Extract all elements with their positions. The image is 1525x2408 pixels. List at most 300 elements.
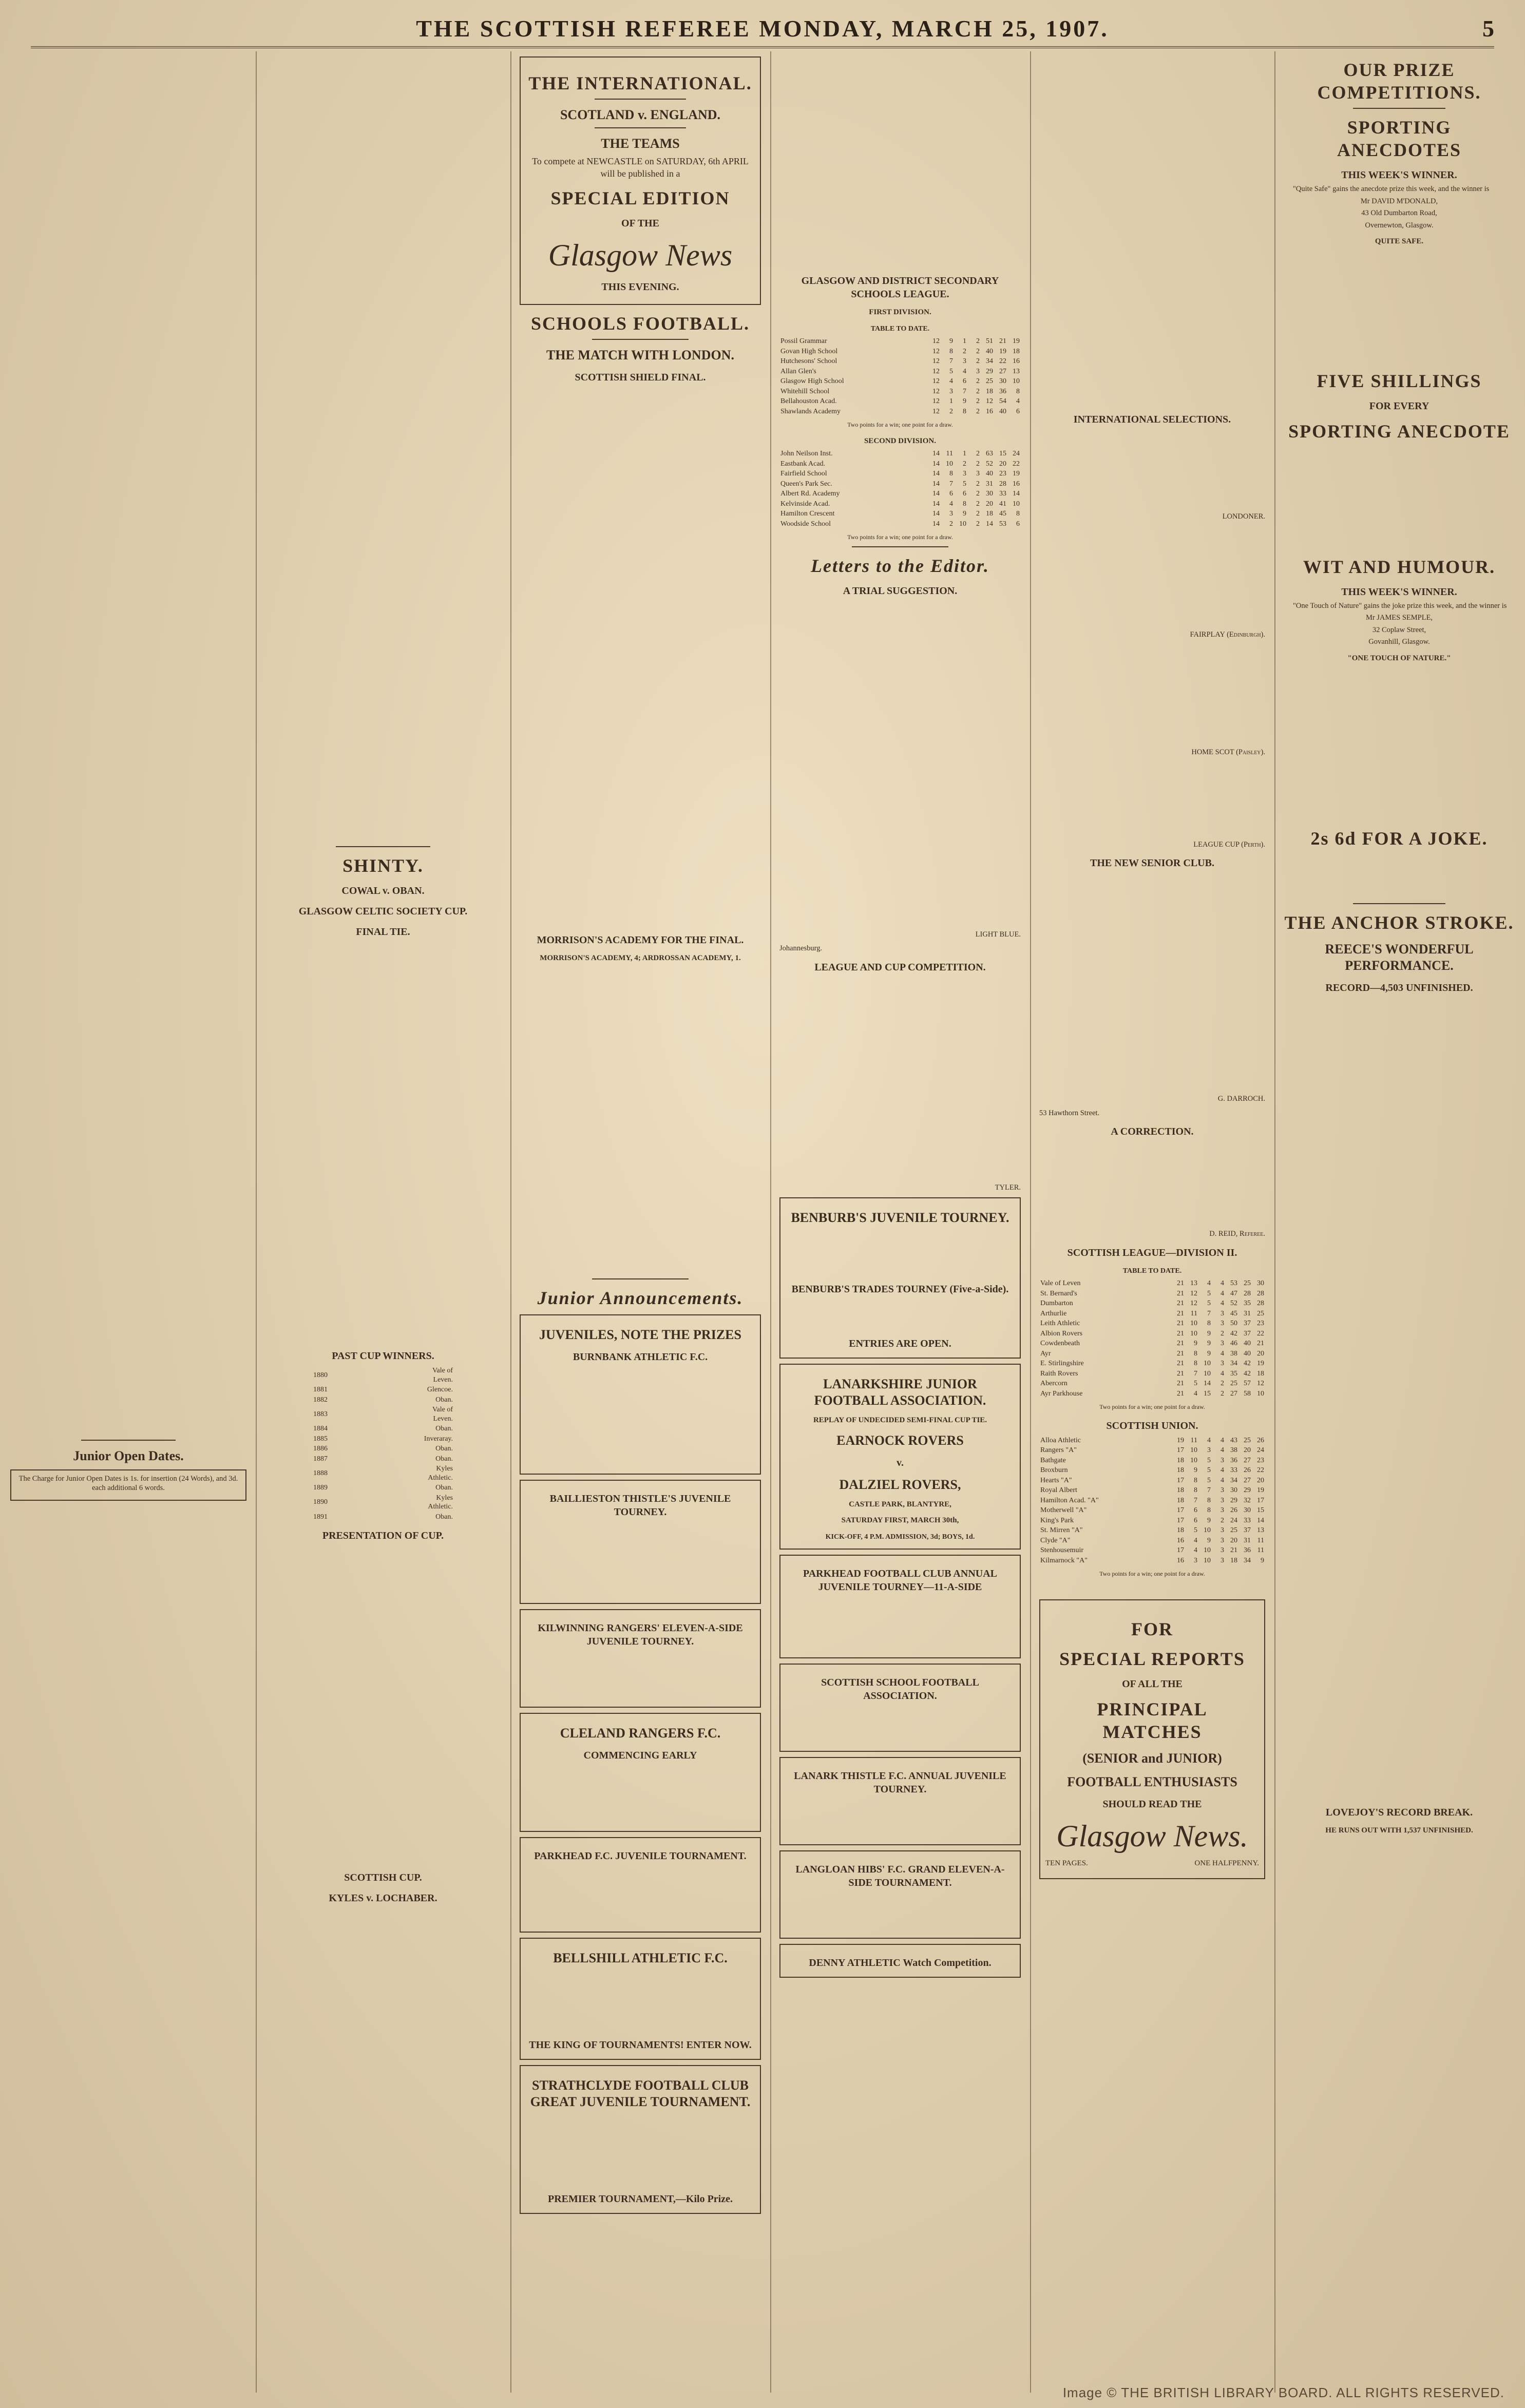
table-cell-value: 40 [1244,1340,1251,1347]
table-cell-value: 12 [986,397,993,405]
table-cell-value: 18 [1013,347,1020,355]
table-cell-value: 50 [1230,1320,1237,1327]
table-cell-value: 30 [999,377,1006,385]
table-cell-value: 40 [999,407,1006,415]
table-cell-value: 3 [1221,1546,1224,1554]
col5-top-text [1039,51,1265,406]
table-cell-value: 21 [1177,1289,1184,1297]
table-cell-value: 31 [986,480,993,488]
table-cell-value: 10 [1190,1329,1197,1337]
denny-advert: DENNY ATHLETIC Watch Competition. [779,1944,1021,1978]
page-number: 5 [1482,15,1494,42]
table-cell-value: 6 [1016,520,1020,528]
table-cell-value: 9 [1207,1349,1211,1358]
table-cell-value: 12 [1257,1380,1264,1387]
intl-selections-heading: INTERNATIONAL SELECTIONS. [1073,414,1231,425]
table-cell-value: 23 [1257,1456,1264,1464]
col1-text-block [10,54,246,1436]
table-cell-value: 25 [1244,1436,1251,1444]
table-cell-value: 4 [963,367,966,375]
table-cell-value: 1 [949,397,953,405]
table-cell-value: 14 [1204,1380,1211,1387]
table-cell-name: Raith Rovers [1040,1369,1078,1378]
table-cell-value: 21 [1177,1299,1184,1307]
table-cell-value: 6 [963,490,966,498]
table-cell-name: Ayr Parkhouse [1040,1389,1083,1398]
table-cell-value: 11 [1190,1309,1197,1317]
table-cell-value: 20 [999,460,1006,468]
table-cell-value: 9 [1194,1340,1197,1347]
table-cell-value: Oban. [435,1484,453,1492]
table-row [312,1444,454,1454]
table-cell-value: 28 [1257,1299,1264,1307]
teams-heading: THE TEAMS [601,136,680,151]
table-cell-name: Hamilton Crescent [780,510,835,518]
table-cell-value: 25 [1257,1309,1264,1317]
table-cell-value: Oban. [435,1445,453,1453]
table-row [1039,1389,1265,1399]
table-cell-name: 1889 [313,1484,328,1492]
table-cell-value: 20 [1257,1349,1264,1358]
table-cell-value: 33 [1230,1466,1237,1474]
table-cell-value: 4 [1221,1446,1224,1454]
table-row [312,1493,454,1512]
table-cell-value: 30 [1257,1279,1264,1287]
table-cell-value: 3 [1221,1456,1224,1464]
table-cell-value: 4 [1221,1279,1224,1287]
table-cell-name: 1887 [313,1455,328,1463]
table-row [312,1434,454,1444]
table-cell-name: 1881 [313,1386,328,1393]
shinty-heading: SHINTY. [342,855,424,876]
table-cell-value: 45 [1230,1309,1237,1317]
morrison-sub: MORRISON'S ACADEMY, 4; ARDROSSAN ACADEMY, 1. [540,954,741,962]
column-rule [1274,51,1275,2393]
table-cell-name: Hamilton Acad. "A" [1040,1496,1099,1504]
col2-shinty-report [265,942,501,1342]
table-cell-value: 14 [986,520,993,528]
table-cell-value: 35 [1244,1299,1251,1307]
table-cell-value: 8 [1207,1496,1211,1504]
table-cell-value: 10 [1204,1369,1211,1378]
table-cell-value: 12 [932,347,940,355]
table-cell-value: 4 [1221,1289,1224,1297]
table-cell-name: John Neilson Inst. [780,450,833,457]
table-cell-value: 7 [949,480,953,488]
table-cell-value: 26 [1230,1506,1237,1514]
table-row [312,1424,454,1434]
table-row [1039,1456,1265,1466]
shinty-cup: GLASGOW CELTIC SOCIETY CUP. [298,906,468,917]
table-cell-value: 8 [1016,387,1020,395]
table-cell-value: Vale of Leven. [432,1406,453,1423]
correction-heading: A CORRECTION. [1111,1126,1194,1137]
table-cell-value: 38 [1230,1446,1237,1454]
table-cell-value: 12 [932,367,940,375]
table-cell-value: 7 [963,387,966,395]
table-cell-value: 16 [1177,1556,1184,1564]
table-row [779,387,1021,397]
table-cell-value: 14 [1257,1516,1264,1524]
table-cell-name: Royal Albert [1040,1486,1077,1494]
presentation-heading: PRESENTATION OF CUP. [322,1530,444,1541]
table-cell-value: 3 [976,367,980,375]
column-5: INTERNATIONAL SELECTIONS. LONDONER. FAIRPLAY (Edinburgh). HOME SCOT (Paisley). LEAGUE CUP (Perth). THE NEW SENIOR CLUB. G. DARROCH. 53 Hawthorn Street. A CORRECTION. D. REID, Referee. SCOTTISH LEAGUE—DIVISION II. TABLE TO DATE. Vale of Leven 21 13 4 4 53 25 30 St. Bernard's 21 12 5 4 47 28 28 Dumbarton 21 12 5 4 52 35 28 Arthurlie 21 11 7 3 45 31 25 Leith Athletic 21 10 8 3 50 37 23 Albion Rovers 21 10 9 2 42 37 22 Cowdenbeath 21 9 9 3 46 40 21 Ayr 21 8 9 4 38 40 20 E. Stirlingshire 21 8 10 3 34 42 19 Raith Rovers 21 7 10 4 35 42 18 Abercorn 21 5 14 2 25 57 12 Ayr Parkhouse 21 4 15 2 27 58 10 Two points for a win; one point for a draw. SCOTTISH UNION. Alloa Athletic 19 11 4 4 43 25 26 Rangers "A" 17 10 3 4 38 20 24 Bathgate 18 10 5 3 36 27 23 Broxburn 18 9 5 4 33 26 22 Hearts "A" 17 8 5 4 34 27 20 Royal Albert 18 8 7 3 30 29 19 Hamilton Acad. "A" 18 7 8 3 29 32 17 Motherwell "A" 17 6 8 3 26 30 15 King's Park 17 6 9 2 24 33 14 St. Mirren "A" 18 5 10 3 25 37 13 Clyde "A" 16 4 9 3 20 31 11 Stenhousemuir 17 4 10 3 21 36 11 Kilmarnock "A" 16 3 10 3 18 34 9 Two points for a win; one point for a draw. FOR SPECIAL REPORTS OF ALL THE PRINCIPAL MATCHES (SENIOR and JUNIOR) FOOTBALL ENTHUSIASTS SHOULD READ THE Glasgow News. TEN PAGES. ONE HALFPENNY. [1039,51,1265,2393]
table-cell-value: 14 [1013,490,1020,498]
masthead-title: THE SCOTTISH REFEREE MONDAY, MARCH 25, 1907. [416,15,1109,42]
column-3 [520,51,761,2393]
table-cell-value: 18 [1177,1526,1184,1534]
table-cell-value: 7 [1207,1486,1211,1494]
table-cell-value: 3 [1221,1309,1224,1317]
table-cell-name: Abercorn [1040,1380,1068,1387]
kilwinning-advert: KILWINNING RANGERS' ELEVEN-A-SIDE JUVENILE TOURNEY. [520,1609,761,1708]
table-cell-value: 8 [1194,1349,1197,1358]
table-cell-value: 4 [1194,1389,1197,1398]
table-cell-value: 9 [1207,1340,1211,1347]
table-cell-value: 2 [976,357,980,365]
table-cell-value: 10 [1204,1556,1211,1564]
table-cell-value: 18 [986,510,993,518]
table-row [1039,1516,1265,1526]
table-cell-value: 9 [1207,1536,1211,1544]
table-cell-value: 2 [976,490,980,498]
table-cell-value: 8 [1016,510,1020,518]
international-match: SCOTLAND v. ENGLAND. [560,107,721,122]
table-cell-value: 2 [949,520,953,528]
table-cell-value: 3 [1221,1340,1224,1347]
table-cell-value: 2 [963,460,966,468]
table-cell-value: 18 [1177,1466,1184,1474]
table-cell-value: 24 [1257,1446,1264,1454]
table-cell-value: 4 [1194,1546,1197,1554]
table-row [1039,1309,1265,1319]
table-row [1039,1436,1265,1446]
table-cell-value: 9 [1207,1329,1211,1337]
table-cell-value: 9 [963,397,966,405]
table-cell-value: 51 [986,337,993,345]
table-cell-value: 4 [1194,1536,1197,1544]
table-cell-value: 6 [1016,407,1020,415]
table-row [1039,1359,1265,1369]
table-cell-value: 12 [932,357,940,365]
column-rule [770,51,771,2393]
two-six-heading: 2s 6d FOR A JOKE. [1310,828,1488,849]
table-cell-value: 53 [999,520,1006,528]
table-cell-value: 2 [976,407,980,415]
table-cell-value: 21 [1177,1389,1184,1398]
table-row [779,469,1021,479]
table-cell-value: 12 [932,377,940,385]
london-match-heading: THE MATCH WITH LONDON. [546,348,734,362]
scottish-league-div2-table [1039,1278,1265,1399]
table-cell-value: 14 [932,480,940,488]
juveniles-advert: JUVENILES, NOTE THE PRIZES BURNBANK ATHLETIC F.C. [520,1314,761,1475]
table-row [1039,1318,1265,1329]
table-cell-value: 3 [1221,1506,1224,1514]
table-cell-value: 2 [1221,1329,1224,1337]
table-cell-value: 17 [1177,1506,1184,1514]
table-cell-value: 40 [986,470,993,477]
of-the: OF THE [621,218,659,229]
table-cell-value: 3 [976,470,980,477]
table-cell-value: 37 [1244,1329,1251,1337]
table-cell-value: 21 [1177,1279,1184,1287]
table-cell-value: 14 [932,460,940,468]
table-cell-value: 17 [1257,1496,1264,1504]
table-cell-value: 29 [1244,1486,1251,1494]
table-cell-value: 1 [963,450,966,457]
table-cell-value: 47 [1230,1289,1237,1297]
table-cell-value: 34 [1230,1476,1237,1484]
col2-presentation-text [265,1545,501,1864]
table-cell-value: 18 [1177,1496,1184,1504]
table-cell-value: 30 [1230,1486,1237,1494]
table-cell-name: Vale of Leven [1040,1279,1081,1287]
international-advert [520,56,761,305]
table-cell-value: 1 [963,337,966,345]
table-row [312,1512,454,1522]
table-cell-value: 28 [999,480,1006,488]
table-cell-value: 42 [1230,1329,1237,1337]
table-cell-name: 1884 [313,1425,328,1432]
table-cell-value: 10 [1190,1456,1197,1464]
cleland-advert: CLELAND RANGERS F.C. COMMENCING EARLY [520,1713,761,1832]
table-cell-name: 1883 [313,1410,328,1418]
table-cell-value: 58 [1244,1389,1251,1398]
table-cell-value: 34 [1230,1360,1237,1367]
table-row [1039,1278,1265,1289]
col4-top-text [779,51,1021,267]
table-cell-value: 6 [949,490,953,498]
table-cell-value: 8 [1194,1476,1197,1484]
table-cell-value: 2 [1221,1380,1224,1387]
table-cell-value: 18 [1177,1486,1184,1494]
table-cell-value: 8 [949,470,953,477]
table-cell-value: 10 [1257,1389,1264,1398]
table-row [1039,1445,1265,1456]
table-cell-value: 33 [999,490,1006,498]
table-cell-value: 18 [1177,1456,1184,1464]
table-cell-value: Oban. [435,1455,453,1463]
table-cell-name: Possil Grammar [780,337,827,345]
table-cell-value: 36 [1230,1456,1237,1464]
table-cell-value: 9 [1261,1556,1264,1564]
teams-text: To compete at NEWCASTLE on SATURDAY, 6th APRIL will be published in a [532,156,749,179]
table-row [779,347,1021,357]
table-cell-value: 21 [999,337,1006,345]
table-cell-value: 46 [1230,1340,1237,1347]
table-cell-value: 4 [1221,1436,1224,1444]
table-cell-value: 9 [963,510,966,518]
table-cell-value: 13 [1013,367,1020,375]
table-cell-name: Shawlands Academy [780,407,841,415]
table-cell-value: 10 [1190,1446,1197,1454]
table-cell-value: 10 [1190,1320,1197,1327]
table-cell-name: Alloa Athletic [1040,1436,1081,1444]
table-cell-value: 63 [986,450,993,457]
table-row [1039,1476,1265,1486]
table-cell-value: 8 [963,407,966,415]
junior-announcements-heading: Junior Announcements. [537,1287,744,1308]
langloan-advert: LANGLOAN HIBS' F.C. GRAND ELEVEN-A-SIDE TOURNAMENT. [779,1850,1021,1939]
table-cell-value: 6 [963,377,966,385]
table-cell-name: Woodside School [780,520,831,528]
trial-suggestion-heading: A TRIAL SUGGESTION. [843,585,958,597]
table-cell-name: Kilmarnock "A" [1040,1556,1088,1564]
table-cell-value: 10 [1204,1526,1211,1534]
table-cell-value: 2 [976,377,980,385]
table-cell-value: 4 [1221,1369,1224,1378]
anchor-stroke-heading: THE ANCHOR STROKE. [1284,912,1514,933]
table-cell-name: Ayr [1040,1349,1051,1358]
table-row [1039,1349,1265,1359]
col2-text-block [265,51,501,842]
table-row [312,1464,454,1483]
table-cell-value: 22 [1257,1329,1264,1337]
table-cell-value: 13 [1257,1526,1264,1534]
table-cell-value: 2 [963,347,966,355]
league-cup-heading: LEAGUE AND CUP COMPETITION. [814,961,986,973]
table-cell-value: 33 [1244,1516,1251,1524]
table-cell-value: 25 [1230,1526,1237,1534]
table-cell-value: 8 [1194,1360,1197,1367]
table-cell-name: St. Mirren "A" [1040,1526,1083,1534]
table-cell-value: 4 [949,500,953,508]
table-cell-value: 4 [1207,1279,1211,1287]
table-cell-value: 5 [949,367,953,375]
strathclyde-advert: STRATHCLYDE FOOTBALL CLUB GREAT JUVENILE TOURNAMENT. PREMIER TOURNAMENT,—Kilo Prize. [520,2065,761,2214]
table-cell-value: 4 [1221,1466,1224,1474]
table-row [779,519,1021,529]
table-cell-name: Glasgow High School [780,377,844,385]
divider [81,1440,176,1441]
table-cell-value: 5 [1194,1380,1197,1387]
table-row [779,407,1021,417]
table-cell-value: 38 [1230,1349,1237,1358]
past-winners-table [312,1366,454,1522]
table-cell-name: 1890 [313,1498,328,1506]
table-cell-value: 2 [976,520,980,528]
table-cell-value: 10 [1204,1546,1211,1554]
table-cell-value: 18 [1230,1556,1237,1564]
table-cell-name: Stenhousemuir [1040,1546,1083,1554]
table-cell-value: 3 [1221,1486,1224,1494]
table-row [312,1385,454,1395]
table-cell-value: 19 [1257,1360,1264,1367]
table-cell-name: Albion Rovers [1040,1329,1083,1337]
column-1 [10,51,246,2393]
table-cell-value: 22 [999,357,1006,365]
column-2 [265,51,501,2393]
table-cell-value: 9 [1207,1516,1211,1524]
table-cell-value: 21 [1177,1320,1184,1327]
table-cell-value: 16 [986,407,993,415]
table-cell-value: 23 [999,470,1006,477]
table-cell-value: Oban. [435,1396,453,1404]
table-cell-value: 10 [1204,1360,1211,1367]
table-cell-value: 9 [949,337,953,345]
table-cell-name: 1891 [313,1513,328,1521]
table-cell-value: 29 [986,367,993,375]
table-cell-value: 28 [1244,1289,1251,1297]
table-cell-value: 8 [963,500,966,508]
table-cell-value: 25 [986,377,993,385]
table-row [779,376,1021,387]
table-cell-value: 3 [1221,1556,1224,1564]
table-cell-value: 11 [1190,1436,1197,1444]
table-cell-value: 19 [1013,470,1020,477]
table-cell-value: 7 [949,357,953,365]
table-cell-value: 2 [976,500,980,508]
table-cell-value: 5 [1207,1289,1211,1297]
table-cell-value: 34 [1244,1556,1251,1564]
table-cell-value: 2 [976,450,980,457]
table-cell-name: Eastbank Acad. [780,460,826,468]
table-row [1039,1465,1265,1476]
table-cell-value: 14 [932,510,940,518]
table-cell-value: 10 [946,460,953,468]
special-edition: SPECIAL EDITION [550,188,730,208]
table-cell-value: 2 [1221,1389,1224,1398]
five-shillings-heading: FIVE SHILLINGS [1317,370,1482,391]
column-rule [256,51,257,2393]
table-cell-value: 9 [1194,1466,1197,1474]
col3-morrison-text [520,966,761,1274]
table-cell-value: 15 [1257,1506,1264,1514]
table-cell-value: 36 [1244,1546,1251,1554]
table-cell-value: 57 [1244,1380,1251,1387]
table-cell-value: 41 [999,500,1006,508]
table-cell-value: 28 [1257,1289,1264,1297]
new-senior-club-heading: THE NEW SENIOR CLUB. [1090,857,1214,869]
table-cell-name: Motherwell "A" [1040,1506,1087,1514]
table-cell-value: 8 [1207,1320,1211,1327]
table-cell-value: 24 [1013,450,1020,457]
this-evening: THIS EVENING. [601,281,679,293]
table-cell-value: 5 [1207,1466,1211,1474]
table-cell-value: 11 [1257,1546,1264,1554]
table-row [1039,1339,1265,1349]
table-cell-name: 1885 [313,1435,328,1443]
lanark-thistle-advert: LANARK THISTLE F.C. ANNUAL JUVENILE TOURNEY. [779,1757,1021,1845]
table-cell-name: Govan High School [780,347,838,355]
table-cell-value: 3 [949,510,953,518]
table-cell-value: 6 [1194,1506,1197,1514]
table-cell-value: 20 [1230,1536,1237,1544]
table-cell-value: 4 [1221,1349,1224,1358]
table-cell-value: 40 [986,347,993,355]
table-cell-value: 19 [1013,337,1020,345]
table-cell-value: 14 [932,490,940,498]
table-cell-value: 19 [1177,1436,1184,1444]
table-cell-value: 3 [1221,1360,1224,1367]
table-cell-value: 40 [1244,1349,1251,1358]
table-cell-value: 7 [1207,1309,1211,1317]
table-cell-value: 27 [1230,1389,1237,1398]
baillieston-advert: BAILLIESTON THISTLE'S JUVENILE TOURNEY. [520,1480,761,1604]
table-cell-value: 4 [1221,1299,1224,1307]
table-row [779,499,1021,509]
table-cell-value: 27 [999,367,1006,375]
table-cell-value: 21 [1230,1546,1237,1554]
table-cell-value: 12 [932,387,940,395]
table-cell-value: 2 [976,510,980,518]
table-cell-value: 7 [1194,1369,1197,1378]
table-cell-value: 2 [976,337,980,345]
table-cell-value: 37 [1244,1320,1251,1327]
table-cell-name: Hearts "A" [1040,1476,1072,1484]
